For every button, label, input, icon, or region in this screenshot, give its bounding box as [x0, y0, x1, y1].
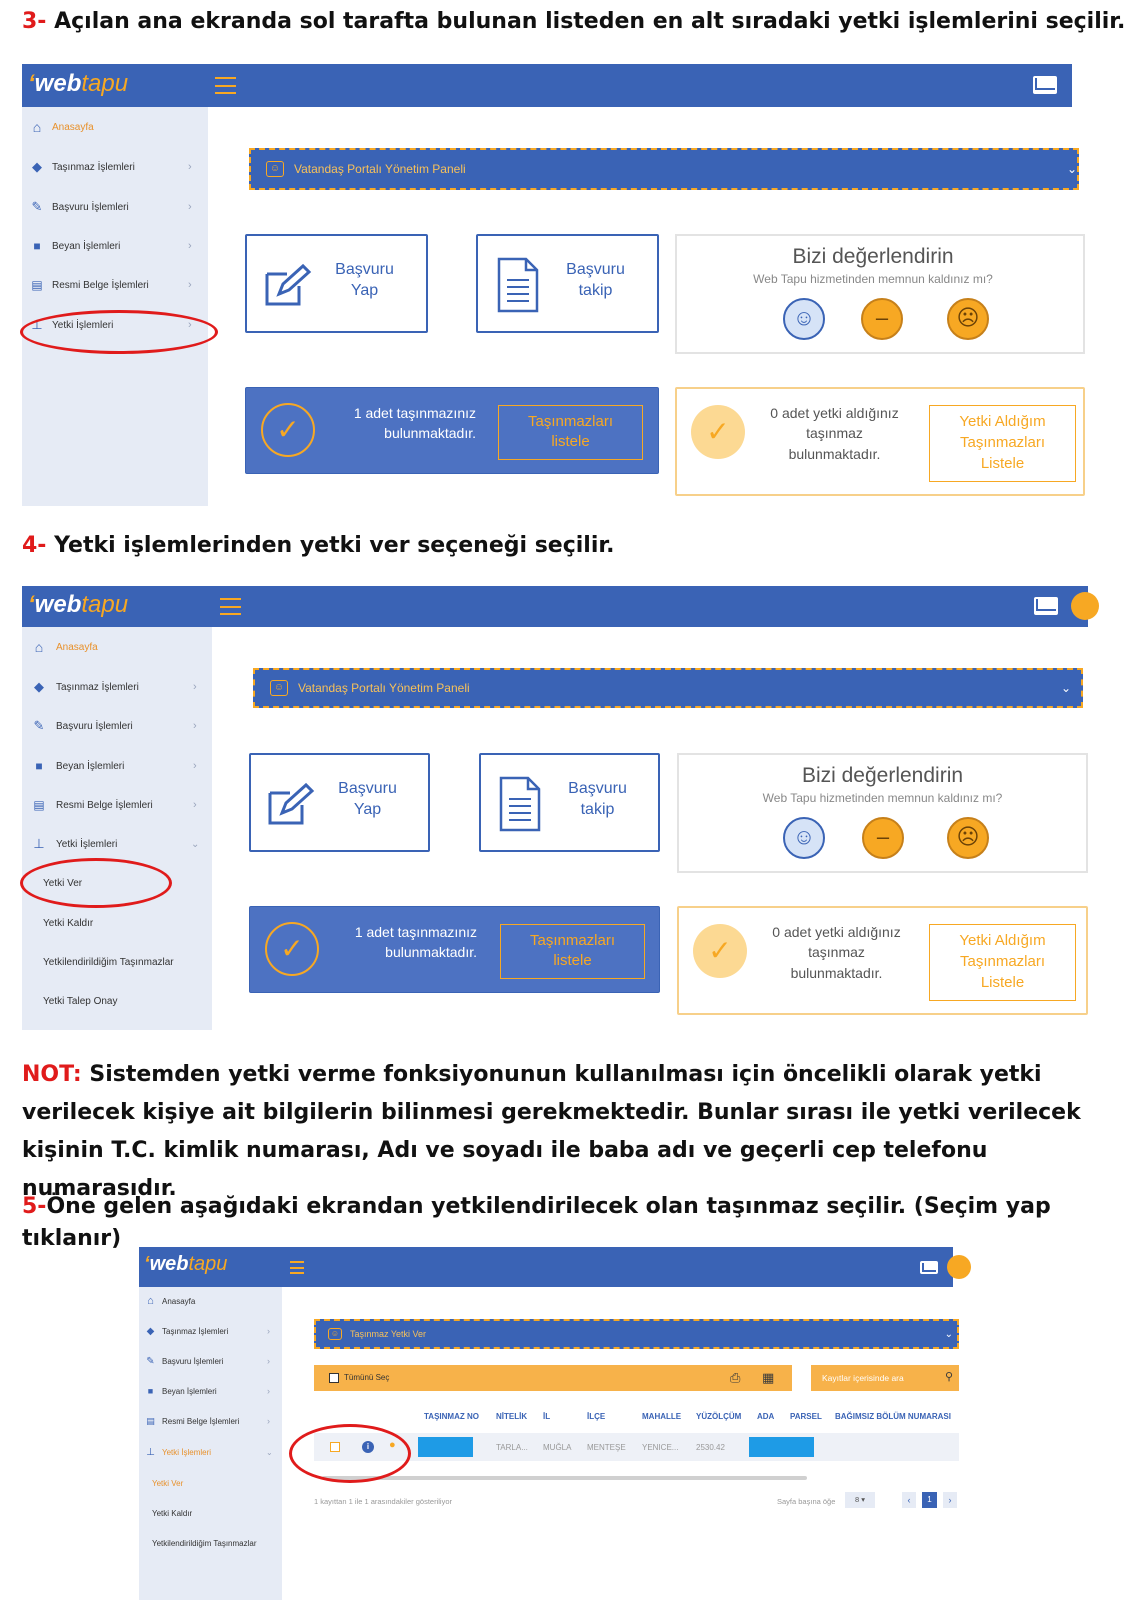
stamp-icon: ⊥ [33, 836, 45, 851]
authorized-count-panel [677, 906, 1088, 1015]
note-label: NOT: [22, 1062, 82, 1087]
table-row[interactable] [314, 1433, 959, 1461]
redacted-ada-parsel [749, 1437, 814, 1457]
webtapu-logo: ‘webtapu [28, 70, 129, 97]
document-icon: ▤ [146, 1415, 155, 1426]
search-input[interactable]: Kayıtlar içerisinde ara [822, 1373, 904, 1383]
col-bagimsiz-bolum: BAĞIMSIZ BÖLÜM NUMARASI [835, 1412, 951, 1421]
home-icon: ⌂ [147, 1295, 154, 1307]
chevron-down-icon: ⌄ [944, 1328, 953, 1340]
info-icon[interactable]: i [362, 1441, 374, 1453]
col-yuzolcum: YÜZÖLÇÜM [696, 1412, 742, 1421]
step-4-heading [22, 530, 1132, 562]
step-text: Açılan ana ekranda sol tarafta bulunan listeden en alt sıradaki yetki işlemlerini seçilir. [46, 9, 1126, 34]
sad-face-icon[interactable]: ☹ [947, 298, 989, 340]
webtapu-logo: ‘webtapu [28, 591, 129, 618]
happy-face-icon[interactable]: ☺ [783, 298, 825, 340]
location-icon: ◆ [32, 159, 42, 174]
list-properties-button[interactable]: Taşınmazları listele [498, 405, 643, 460]
track-card-label: Başvuru takip [568, 780, 627, 818]
step-5-heading [22, 1191, 1132, 1255]
sidebar-item-home[interactable]: ⌂ Anasayfa [139, 1293, 282, 1309]
horizontal-scrollbar[interactable] [322, 1476, 807, 1480]
avatar[interactable] [947, 1255, 971, 1279]
prev-page-button[interactable]: ‹ [902, 1492, 916, 1508]
sidebar-item-basvuru[interactable]: ✎ Başvuru İşlemleri › [22, 716, 212, 736]
document-icon [498, 775, 542, 833]
home-icon: ⌂ [32, 119, 42, 135]
check-icon: ✓ [265, 922, 319, 976]
lock-icon: ■ [147, 1386, 154, 1396]
webtapu-logo: ‘webtapu [144, 1253, 228, 1275]
chevron-right-icon: › [188, 161, 192, 173]
submenu-yetkilendirildigim[interactable]: Yetkilendirildiğim Taşınmazlar [43, 956, 174, 968]
menu-toggle-icon[interactable] [215, 77, 236, 94]
redacted-tasinmaz-no [418, 1437, 473, 1457]
chevron-down-icon: ⌄ [1060, 681, 1071, 695]
highlight-oval [20, 858, 172, 908]
submenu-yetki-ver[interactable]: Yetki Ver [152, 1478, 184, 1488]
top-bar [22, 586, 1088, 627]
chevron-right-icon: › [193, 760, 197, 772]
apply-card[interactable] [249, 753, 430, 852]
chevron-right-icon: › [193, 681, 197, 693]
list-properties-button[interactable]: Taşınmazları listele [500, 924, 645, 979]
main-area [212, 627, 1088, 1030]
chevron-right-icon: › [193, 799, 197, 811]
select-all-label: Tümünü Seç [344, 1373, 390, 1382]
rating-panel [677, 753, 1088, 873]
step-number: 3- [22, 9, 47, 34]
per-page-select[interactable]: 8 ▾ [845, 1492, 875, 1508]
location-icon: ◆ [34, 679, 44, 694]
chevron-down-icon: ⌄ [191, 838, 200, 850]
sidebar [22, 627, 212, 1030]
step-number: 4- [22, 533, 47, 558]
document-icon: ▤ [33, 798, 45, 812]
submenu-yetkilendirildigim[interactable]: Yetkilendirildiğim Taşınmazlar [152, 1538, 257, 1548]
col-il: İL [543, 1412, 551, 1421]
track-card[interactable] [476, 234, 659, 333]
stamp-icon: ⊥ [31, 317, 43, 332]
highlight-oval [289, 1424, 411, 1483]
map-pin-icon[interactable]: ● [389, 1439, 396, 1451]
cell-ilce: MENTEŞE [587, 1443, 626, 1452]
chevron-right-icon: › [267, 1326, 270, 1336]
mail-icon[interactable] [1034, 597, 1058, 615]
sad-face-icon[interactable]: ☹ [947, 817, 989, 859]
next-page-button[interactable]: › [943, 1492, 957, 1508]
pen-icon: ✎ [33, 718, 45, 733]
property-count-text: 1 adet taşınmazınız bulunmaktadır. [353, 405, 476, 441]
lock-icon: ■ [33, 239, 41, 253]
cell-yuzolcum: 2530.42 [696, 1443, 725, 1452]
rating-subtitle: Web Tapu hizmetinden memnun kaldınız mı? [762, 791, 1003, 805]
dashboard-banner[interactable]: ☺ Vatandaş Portalı Yönetim Paneli ⌄ [253, 668, 1083, 708]
sidebar-item-basvuru[interactable]: ✎ Başvuru İşlemleri › [22, 197, 208, 217]
col-mahalle: MAHALLE [642, 1412, 682, 1421]
rating-title: Bizi değerlendirin [792, 245, 954, 268]
submenu-yetki-talep-onay[interactable]: Yetki Talep Onay [43, 995, 118, 1007]
apply-card[interactable] [245, 234, 428, 333]
sidebar-item-yetki[interactable]: ⊥ Yetki İşlemleri ⌄ [139, 1444, 282, 1460]
select-all-checkbox[interactable] [329, 1373, 339, 1383]
note-paragraph [22, 1056, 1122, 1208]
chevron-right-icon: › [188, 201, 192, 213]
neutral-face-icon[interactable]: – [861, 298, 903, 340]
screenshot-authorization-menu [22, 586, 1088, 1030]
col-parsel: PARSEL [790, 1412, 822, 1421]
chevron-right-icon: › [267, 1356, 270, 1366]
chevron-right-icon: › [267, 1416, 270, 1426]
pen-icon: ✎ [31, 199, 43, 214]
lock-icon: ■ [35, 759, 43, 773]
list-authorized-button[interactable]: Yetki Aldığım Taşınmazları Listele [929, 405, 1076, 482]
top-bar [139, 1247, 953, 1287]
search-icon: ⚲ [944, 1371, 953, 1383]
chevron-down-icon: ⌄ [1066, 162, 1077, 176]
smile-icon: ☺ [270, 680, 288, 696]
track-card-label: Başvuru takip [566, 261, 625, 299]
apply-card-label: Başvuru Yap [335, 261, 394, 299]
sidebar-item-tasinmaz[interactable]: ◆ Taşınmaz İşlemleri › [22, 677, 212, 697]
menu-toggle-icon[interactable] [220, 598, 241, 615]
cell-nitelik: TARLA... [496, 1443, 528, 1452]
property-count-text: 1 adet taşınmazınız bulunmaktadır. [354, 924, 477, 960]
chevron-right-icon: › [188, 240, 192, 252]
track-card[interactable] [479, 753, 660, 852]
note-text: Sistemden yetki verme fonksiyonunun kullanılması için öncelikli olarak yetki verilecek kişiye ait bilgilerin bilinmesi gerekmektedir. Bunlar sırası ile yetki verilecek kişinin T.C. kimlik numarası, Adı ve soyadı ile baba adı ve geçerli cep telefonu numarasıdır. [22, 1062, 1081, 1201]
screenshot-grant-authorization [139, 1247, 953, 1600]
property-count-panel [245, 387, 659, 474]
property-count-panel [249, 906, 660, 993]
document-icon [496, 256, 540, 314]
rating-subtitle: Web Tapu hizmetinden memnun kaldınız mı? [753, 272, 993, 286]
list-authorized-button[interactable]: Yetki Aldığım Taşınmazları Listele [929, 924, 1076, 1001]
per-page-label: Sayfa başına öğe [777, 1497, 836, 1506]
rating-panel [675, 234, 1085, 354]
sidebar-item-beyan[interactable]: ■ Beyan İşlemleri › [139, 1383, 282, 1399]
authorized-count-text: 0 adet yetki aldığınız taşınmaz bulunmaktadır. [772, 924, 901, 981]
cell-mahalle: YENICE... [642, 1443, 679, 1452]
menu-toggle-icon[interactable] [290, 1261, 304, 1274]
sidebar-item-resmi[interactable]: ▤ Resmi Belge İşlemleri › [139, 1413, 282, 1429]
top-bar [22, 64, 1072, 107]
authorized-count-panel [675, 387, 1085, 496]
location-icon: ◆ [146, 1325, 155, 1337]
sidebar-item-yetki[interactable]: ⊥ Yetki İşlemleri ⌄ [22, 834, 212, 854]
smile-icon: ☺ [266, 161, 284, 177]
step-text: Öne gelen aşağıdaki ekrandan yetkilendirilecek olan taşınmaz seçilir. (Seçim yap tıklanır) [22, 1194, 1051, 1251]
avatar[interactable] [1071, 592, 1099, 620]
chevron-right-icon: › [193, 720, 197, 732]
print-icon[interactable]: ⎙ [730, 1370, 741, 1385]
document-icon: ▤ [31, 278, 43, 292]
check-icon: ✓ [693, 924, 747, 978]
stamp-icon: ⊥ [146, 1446, 155, 1458]
sidebar-item-yetki[interactable]: ⊥ Yetki İşlemleri › [22, 315, 208, 335]
authorized-count-text: 0 adet yetki aldığınız taşınmaz bulunmaktadır. [770, 405, 899, 462]
sidebar-item-beyan[interactable]: ■ Beyan İşlemleri › [22, 756, 212, 776]
sidebar-item-basvuru[interactable]: ✎ Başvuru İşlemleri › [139, 1353, 282, 1369]
smile-icon: ☺ [328, 1328, 342, 1340]
mail-icon[interactable] [1033, 76, 1057, 94]
sidebar-item-tasinmaz[interactable]: ◆ Taşınmaz İşlemleri › [139, 1323, 282, 1339]
sidebar [22, 107, 208, 506]
table-header [314, 1407, 959, 1427]
step-number: 5- [22, 1194, 47, 1219]
grant-banner[interactable]: ☺ Taşınmaz Yetki Ver ⌄ [314, 1319, 959, 1349]
chevron-down-icon: ⌄ [266, 1447, 273, 1457]
sidebar-item-home[interactable]: ⌂ Anasayfa [22, 637, 212, 657]
apply-card-label: Başvuru Yap [338, 780, 397, 818]
grid-icon[interactable]: ▦ [762, 1370, 775, 1385]
sidebar-item-beyan[interactable]: ■ Beyan İşlemleri › [22, 236, 208, 256]
sidebar-item-resmi[interactable]: ▤ Resmi Belge İşlemleri › [22, 795, 212, 815]
sidebar-item-tasinmaz[interactable]: ◆ Taşınmaz İşlemleri › [22, 157, 208, 177]
select-toolbar [314, 1365, 792, 1391]
sidebar-item-home[interactable]: ⌂ Anasayfa [22, 117, 208, 137]
search-box[interactable] [811, 1365, 959, 1391]
highlight-oval [20, 310, 218, 354]
pen-icon: ✎ [146, 1355, 155, 1367]
submenu-yetki-kaldir[interactable]: Yetki Kaldır [43, 917, 94, 929]
chevron-right-icon: › [188, 279, 192, 291]
page-1-button[interactable]: 1 [922, 1492, 937, 1508]
home-icon: ⌂ [34, 639, 44, 655]
check-icon: ✓ [691, 405, 745, 459]
edit-icon [266, 781, 316, 827]
chevron-right-icon: › [188, 319, 192, 331]
step-text: Yetki işlemlerinden yetki ver seçeneği seçilir. [46, 533, 615, 558]
dashboard-banner[interactable]: ☺ Vatandaş Portalı Yönetim Paneli ⌄ [249, 148, 1079, 190]
main-area [208, 107, 1077, 506]
edit-icon [263, 262, 313, 308]
sidebar [139, 1287, 282, 1600]
sidebar-item-resmi[interactable]: ▤ Resmi Belge İşlemleri › [22, 275, 208, 295]
cell-il: MUĞLA [543, 1443, 572, 1452]
mail-icon[interactable] [920, 1261, 938, 1274]
table-info-text: 1 kayıttan 1 ile 1 arasındakiler gösteriliyor [314, 1497, 452, 1506]
col-ilce: İLÇE [587, 1412, 606, 1421]
rating-title: Bizi değerlendirin [801, 764, 964, 787]
neutral-face-icon[interactable]: – [862, 817, 904, 859]
col-ada: ADA [757, 1412, 775, 1421]
submenu-yetki-ver[interactable]: Yetki Ver [43, 877, 83, 889]
chevron-right-icon: › [267, 1386, 270, 1396]
screenshot-home [22, 64, 1077, 506]
happy-face-icon[interactable]: ☺ [783, 817, 825, 859]
step-3-heading [22, 6, 1132, 38]
submenu-yetki-kaldir[interactable]: Yetki Kaldır [152, 1508, 193, 1518]
col-nitelik: NİTELİK [496, 1412, 528, 1421]
col-tasinmaz-no: TAŞINMAZ NO [424, 1412, 479, 1421]
check-icon: ✓ [261, 403, 315, 457]
